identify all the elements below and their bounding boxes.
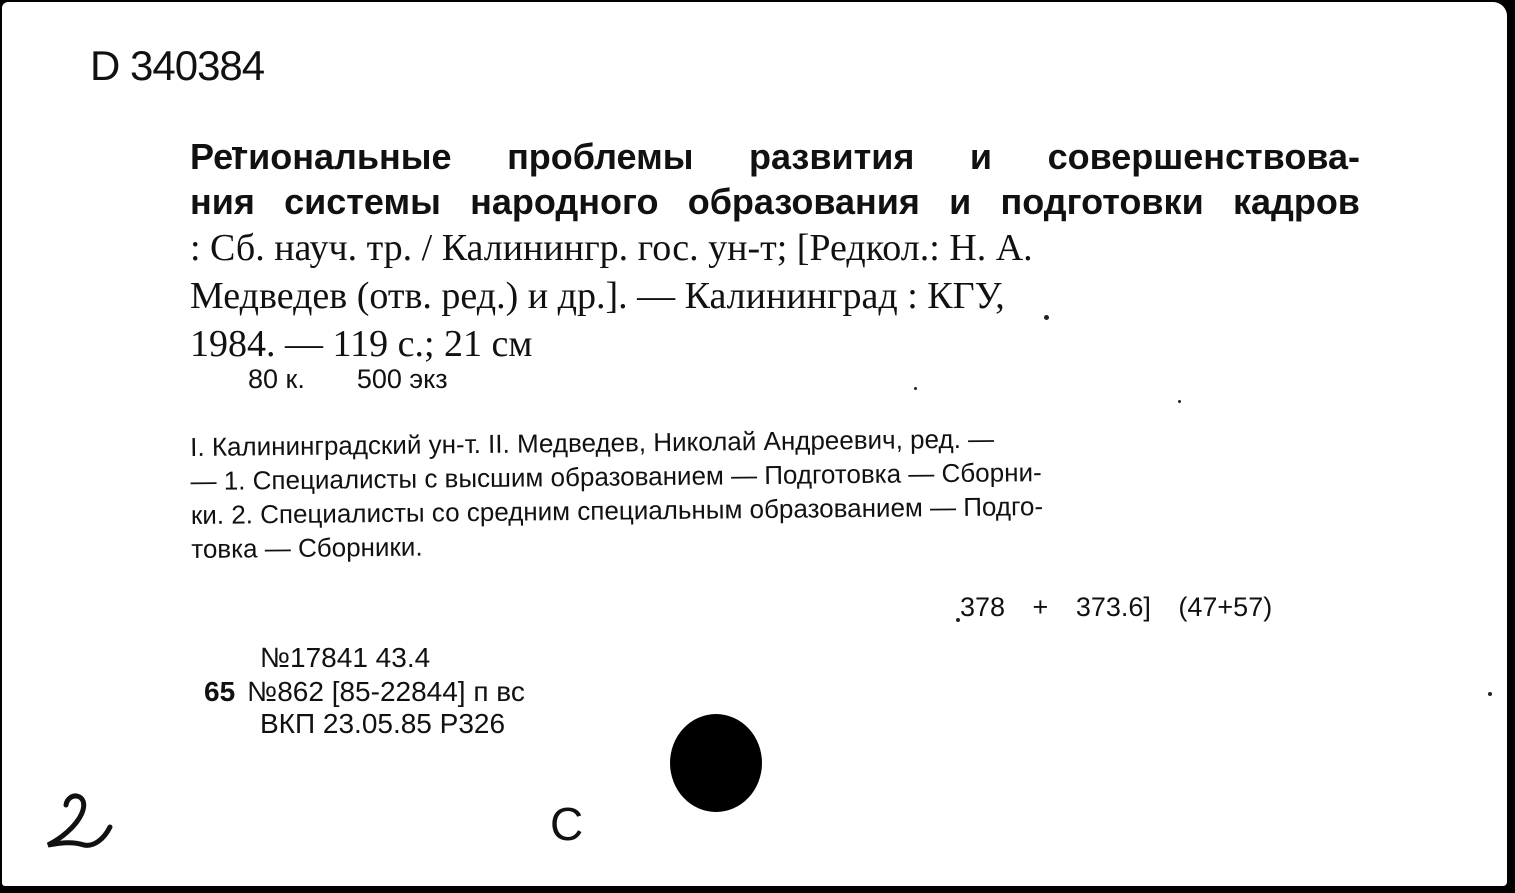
book-title xyxy=(190,134,1360,224)
subject-line: ки. 2. Специалисты со средним специальным образованием — Подго- xyxy=(190,491,1044,530)
speck xyxy=(1488,692,1492,696)
speck xyxy=(1044,315,1049,320)
subject-line: I. Калининградский ун-т. II. Медведев, Николай Андреевич, ред. — xyxy=(190,423,995,462)
footer-line-2-text: №862 [85-22844] п вс xyxy=(247,676,525,707)
footer-line-2 xyxy=(204,676,525,708)
footer-line-2-number: 65 xyxy=(204,676,236,707)
title-line: Региональные проблемы развития и совершенствова- xyxy=(190,136,1360,177)
footer-line-3: ВКП 23.05.85 Р326 xyxy=(260,708,506,739)
price-line xyxy=(248,364,448,395)
bibliographic-description xyxy=(190,224,1360,368)
handwritten-2-icon xyxy=(38,787,128,857)
punched-hole xyxy=(670,714,762,812)
subject-headings xyxy=(190,418,1363,566)
subject-line: — 1. Специалисты с высшим образованием — Подготовка — Сборни- xyxy=(190,457,1042,496)
description-line: 1984. — 119 с.; 21 см xyxy=(190,323,533,365)
speck xyxy=(1178,400,1181,403)
handwritten-mark xyxy=(38,787,128,862)
inventory-number: D 340384 xyxy=(90,42,265,89)
speck xyxy=(914,387,917,390)
title-line: ния системы народного образования и подготовки кадров xyxy=(190,181,1360,222)
classification-index: 378 + 373.6] (47+57) xyxy=(960,592,1273,622)
letter-mark: С xyxy=(550,798,584,850)
description-line: : Сб. науч. тр. / Калинингр. гос. ун-т; [Редкол.: Н. А. xyxy=(190,227,1033,269)
description-line: Медведев (отв. ред.) и др.]. — Калининград : КГУ, xyxy=(190,275,1005,317)
footer-line-1: №17841 43.4 xyxy=(260,642,431,673)
subject-line: товка — Сборники. xyxy=(191,531,423,564)
print-run: 500 экз xyxy=(356,364,448,394)
price: 80 к. xyxy=(248,364,305,394)
catalog-card xyxy=(2,2,1507,886)
speck xyxy=(956,618,960,622)
